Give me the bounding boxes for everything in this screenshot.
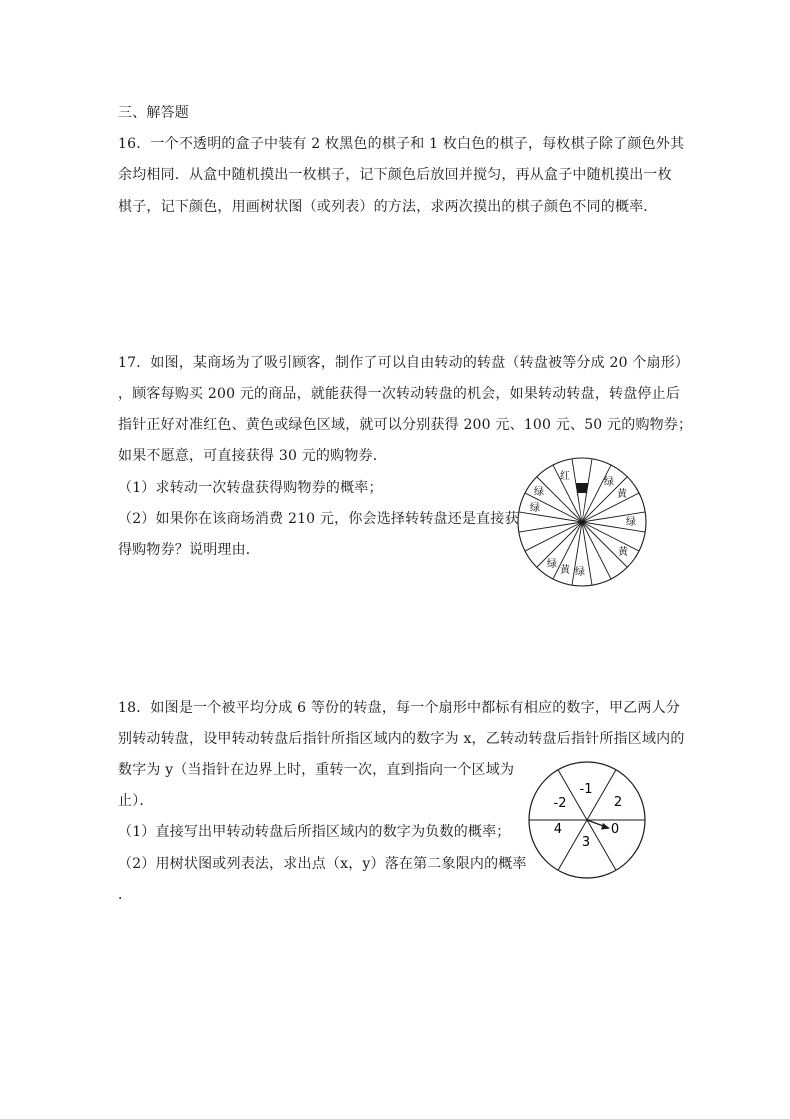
q17-sector-label-yellow: 黄 [560, 565, 570, 576]
q17-sector-divider [537, 522, 582, 567]
q17-line-2: ，顾客每购买 200 元的商品，就能获得一次转动转盘的机会，如果转动转盘，转盘停止后 [118, 386, 681, 402]
q18-sector-number: 0 [610, 822, 620, 837]
q18-sector-number: 4 [553, 822, 563, 837]
q18-part-2-end: ． [118, 887, 133, 903]
q17-part-1: （1）求转动一次转盘获得购物券的概率； [118, 480, 383, 496]
q17-sector-label-green: 绿 [626, 517, 636, 528]
q18-sector-number: 3 [581, 835, 591, 850]
q16-line-1: 16．一个不透明的盒子中装有 2 枚黑色的棋子和 1 枚白色的棋子，每枚棋子除了颜色外其 [118, 136, 685, 152]
q16-line-2: 余均相同．从盒中随机摸出一枚棋子，记下颜色后放回并搅匀，再从盒子中随机摸出一枚 [118, 167, 672, 183]
q16-line-3: 棋子，记下颜色，用画树状图（或列表）的方法，求两次摸出的棋子颜色不同的概率． [118, 199, 658, 215]
q17-sector-label-green: 绿 [530, 503, 540, 514]
q17-sector-label-green: 绿 [547, 559, 557, 570]
section-heading: 三、解答题 [118, 105, 189, 121]
q17-spinner-pointer [576, 483, 588, 523]
q18-line-3: 数字为 y（当指针在边界上时，重转一次，直到指向一个区域为 [118, 762, 515, 778]
q17-spinner-figure [515, 455, 649, 589]
q17-part-2-cont: 得购物券？说明理由． [118, 542, 260, 558]
q17-sector-label-red: 红 [560, 471, 570, 482]
q17-line-1: 17．如图，某商场为了吸引顾客，制作了可以自由转动的转盘（转盘被等分成 20 个扇形） [118, 355, 690, 371]
q17-sector-divider [537, 477, 582, 522]
q18-sector-number: 2 [613, 795, 623, 810]
q17-sector-label-yellow: 黄 [617, 489, 627, 500]
q18-line-4: 止）． [118, 793, 154, 809]
q17-sector-label-green: 绿 [604, 477, 614, 488]
q18-line-1: 18．如图是一个被平均分成 6 等份的转盘，每一个扇形中都标有相应的数字，甲乙两人分 [118, 700, 681, 716]
q18-part-1: （1）直接写出甲转动转盘后所指区域内的数字为负数的概率； [118, 824, 511, 840]
q17-sector-divider [582, 522, 627, 567]
q18-pointer-arrow [587, 820, 610, 830]
q17-sector-label-green: 绿 [534, 487, 544, 498]
q17-sector-label-green: 绿 [575, 567, 585, 578]
q18-sector-number: -1 [579, 782, 593, 797]
q18-line-2: 别转动转盘，设甲转动转盘后指针所指区域内的数字为 x，乙转动转盘后指针所指区域内的 [118, 731, 685, 747]
q17-sector-label-yellow: 黄 [618, 547, 628, 558]
q18-part-2: （2）用树状图或列表法，求出点（x，y）落在第二象限内的概率 [118, 856, 527, 872]
q17-part-2: （2）如果你在该商场消费 210 元，你会选择转转盘还是直接获 [118, 511, 519, 527]
q17-line-4: 如果不愿意，可直接获得 30 元的购物券． [118, 448, 387, 464]
q18-spinner-figure [526, 759, 648, 881]
q17-line-3: 指针正好对准红色、黄色或绿色区域，就可以分别获得 200 元、100 元、50 元的购物券； [118, 417, 693, 433]
q18-sector-number: -2 [553, 796, 567, 811]
